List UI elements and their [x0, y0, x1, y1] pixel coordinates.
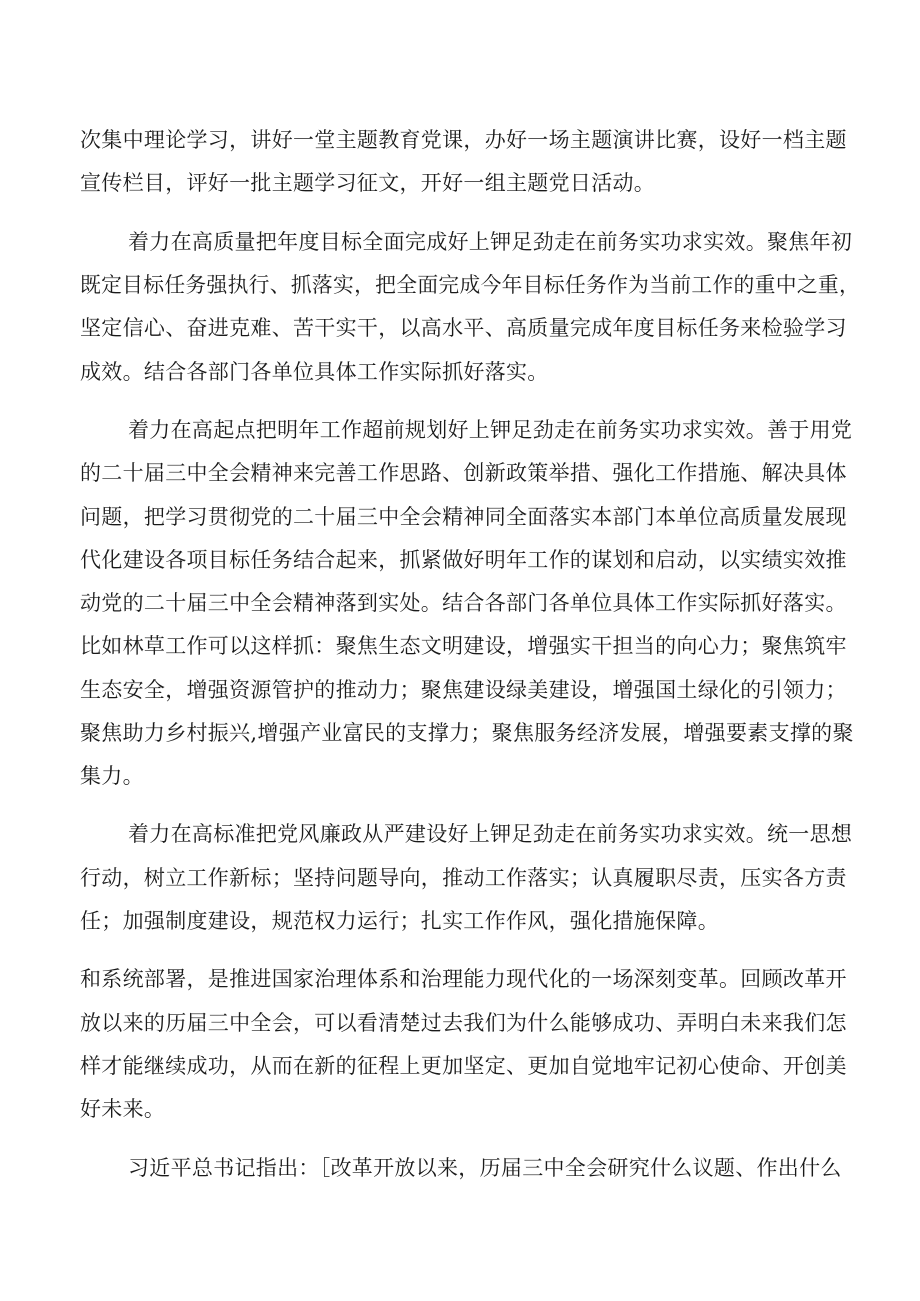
text-line: 问题，把学习贯彻党的二十届三中全会精神同全面落实本部门本单位高质量发展现 — [80, 505, 847, 529]
text-line: 动党的二十届三中全会精神落到实处。结合各部门各单位具体工作实际抓好落实。 — [80, 591, 847, 615]
text-line: 样才能继续成功，从而在新的征程上更加坚定、更加自觉地牢记初心使命、开创美 — [80, 1054, 847, 1078]
text-line: 着力在高标准把党风廉政从严建设好上钾足劲走在前务实功求实效。统一思想 — [128, 822, 853, 846]
text-line: 习近平总书记指出：［改革开放以来，历届三中全会研究什么议题、作出什么 — [128, 1156, 842, 1180]
text-line: 和系统部署，是推进国家治理体系和治理能力现代化的一场深刻变革。回顾改革开 — [80, 967, 847, 991]
text-line: 的二十届三中全会精神来完善工作思路、创新政策举措、强化工作措施、解决具体 — [80, 461, 847, 485]
text-line: 集力。 — [80, 764, 144, 788]
text-line: 放以来的历届三中全会，可以看清楚过去我们为什么能够成功、弄明白未来我们怎 — [80, 1011, 847, 1035]
text-line: 行动，树立工作新标；坚持问题导向，推动工作落实；认真履职尽责，压实各方责 — [80, 866, 847, 890]
text-line: 聚焦助力乡村振兴,增强产业富民的支撑力；聚焦服务经济发展，增强要素支撑的聚 — [80, 721, 854, 745]
text-line: 好未来。 — [80, 1097, 166, 1121]
text-line: 成效。结合各部门各单位具体工作实际抓好落实。 — [80, 360, 549, 384]
text-line: 生态安全，增强资源管护的推动力；聚焦建设绿美建设，增强国土绿化的引领力； — [80, 678, 847, 702]
text-line: 坚定信心、奋进克难、苦干实干，以高水平、高质量完成年度目标任务来检验学习 — [80, 316, 847, 340]
text-line: 任；加强制度建设，规范权力运行；扎实工作作风，强化措施保障。 — [80, 909, 719, 933]
text-line: 代化建设各项目标任务结合起来，抓紧做好明年工作的谋划和启动，以实绩实效推 — [80, 548, 847, 572]
text-line: 次集中理论学习，讲好一堂主题教育党课，办好一场主题演讲比赛，设好一档主题 — [80, 128, 847, 152]
text-line: 着力在高起点把明年工作超前规划好上钾足劲走在前务实功求实效。善于用党 — [128, 418, 853, 442]
text-line: 着力在高质量把年度目标全面完成好上钾足劲走在前务实功求实效。聚焦年初 — [128, 230, 853, 254]
text-line: 比如林草工作可以这样抓：聚焦生态文明建设，增强实干担当的向心力；聚焦筑牢 — [80, 634, 847, 658]
text-line: 既定目标任务强执行、抓落实，把全面完成今年目标任务作为当前工作的重中之重， — [80, 273, 861, 297]
text-line: 宣传栏目，评好一批主题学习征文，开好一组主题党日活动。 — [80, 171, 656, 195]
